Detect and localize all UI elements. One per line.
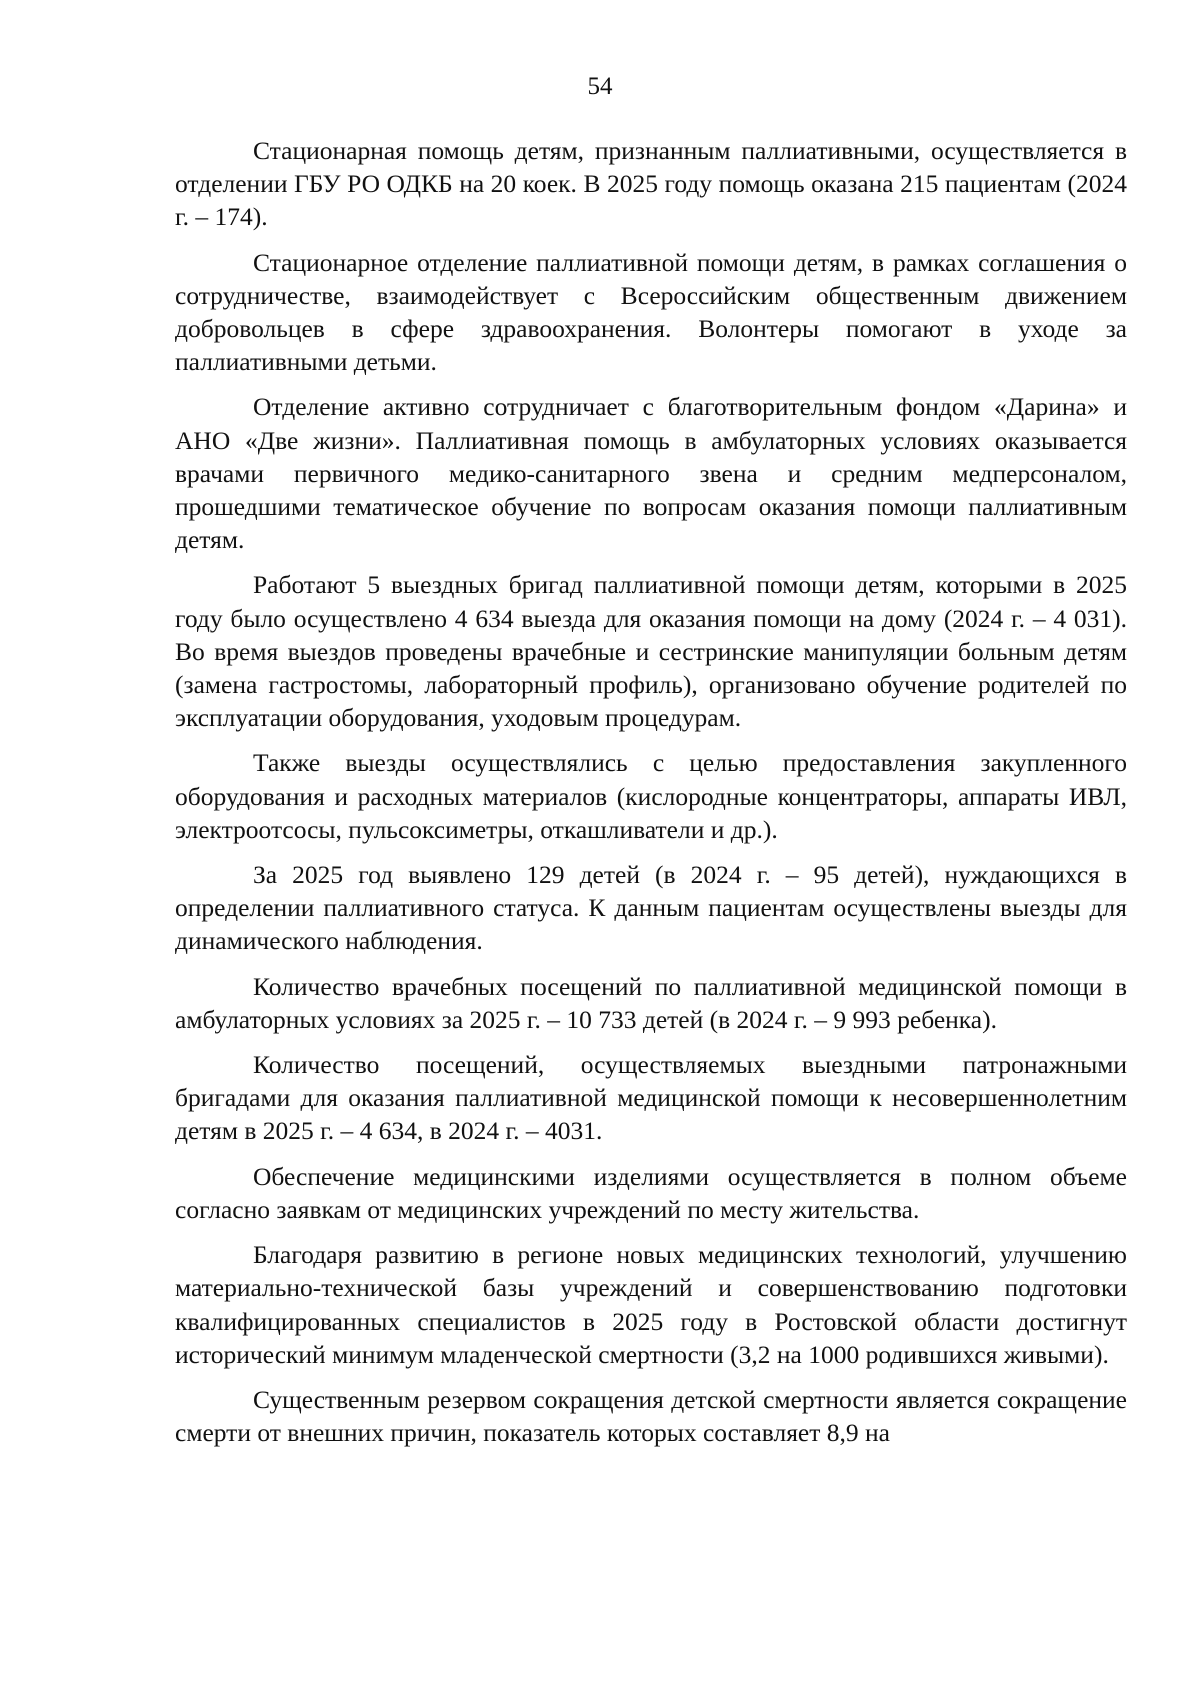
paragraph: Существенным резервом сокращения детской смертности является сокращение смерти от внешних причин, показатель которых составляет 8,9 на (175, 1384, 1127, 1448)
paragraph: Также выезды осуществлялись с целью предоставления закупленного оборудования и расходных материалов (кислородные концентраторы, аппараты ИВЛ, электроотсосы, пульсоксиметры, откашливатели и др.). (175, 748, 1127, 844)
paragraph: Количество врачебных посещений по паллиативной медицинской помощи в амбулаторных условиях за 2025 г. – 10 733 детей (в 2024 г. – 9 993 ребенка). (175, 971, 1127, 1034)
paragraph: Обеспечение медицинскими изделиями осуществляется в полном объеме согласно заявкам от медицинских учреждений по месту жительства. (175, 1161, 1127, 1224)
paragraph: Благодаря развитию в регионе новых медицинских технологий, улучшению материально-технической базы учреждений и совершенствованию подготовки квалифицированных специалистов в 2025 году в Ростовской области достигнут исторический минимум младенческой смертности (3,2 на 1000 родившихся живыми). (175, 1240, 1127, 1369)
paragraph: Отделение активно сотрудничает с благотворительным фондом «Дарина» и АНО «Две жизни». Паллиативная помощь в амбулаторных условиях оказывается врачами первичного медико-санитарного звена и средним медперсоналом, прошедшими тематическое обучение по вопросам оказания помощи паллиативным детям. (175, 392, 1127, 555)
paragraph: Количество посещений, осуществляемых выездными патронажными бригадами для оказания паллиативной медицинской помощи к несовершеннолетним детям в 2025 г. – 4 634, в 2024 г. – 4031. (175, 1050, 1127, 1146)
paragraph: Стационарная помощь детям, признанным паллиативными, осуществляется в отделении ГБУ РО ОДКБ на 20 коек. В 2025 году помощь оказана 215 пациентам (2024 г. – 174). (175, 136, 1127, 232)
paragraph: Стационарное отделение паллиативной помощи детям, в рамках соглашения о сотрудничестве, взаимодействует с Всероссийским общественным движением добровольцев в сфере здравоохранения. Волонтеры помогают в уходе за паллиативными детьми. (175, 247, 1127, 377)
paragraph: За 2025 год выявлено 129 детей (в 2024 г. – 95 детей), нуждающихся в определении паллиативного статуса. К данным пациентам осуществлены выезды для динамического наблюдения. (175, 860, 1127, 956)
document-body (175, 134, 1127, 1461)
paragraph: Работают 5 выездных бригад паллиативной помощи детям, которыми в 2025 году было осуществлено 4 634 выезда для оказания помощи на дому (2024 г. – 4 031). Во время выездов проведены врачебные и сестринские манипуляции больным детям (замена гастростомы, лабораторный профиль), организовано обучение родителей по эксплуатации оборудования, уходовым процедурам. (175, 570, 1127, 733)
page-number: 54 (587, 73, 613, 100)
